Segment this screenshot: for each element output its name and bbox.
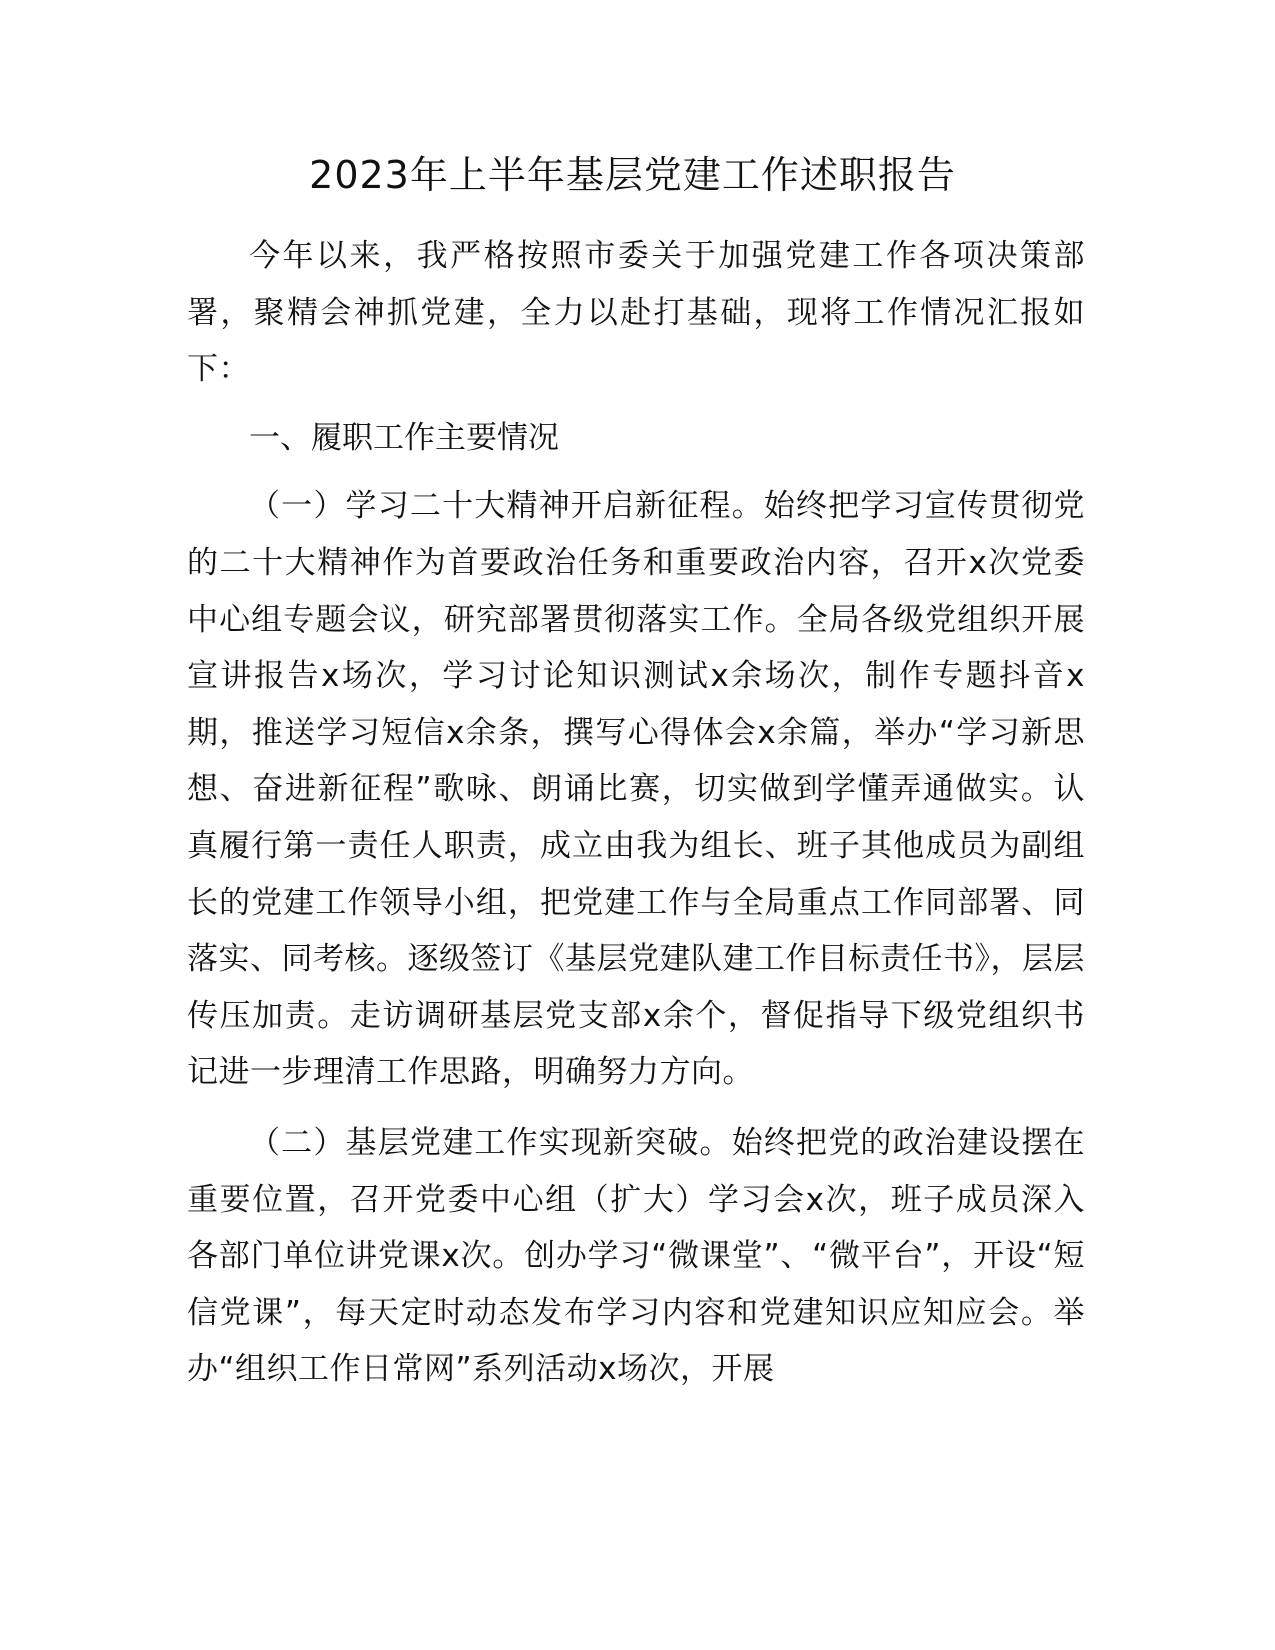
document-title: 2023年上半年基层党建工作述职报告: [309, 153, 956, 197]
paragraph-grassroots: （二）基层党建工作实现新突破。始终把党的政治建设摆在重要位置，召开党委中心组（扩大）学习会x次，班子成员深入各部门单位讲党课x次。创办学习“微课堂”、“微平台”，开设“短信党课”，每天定时动态发布学习内容和党建知识应知应会。举办“组织工作日常网”系列活动x场次，开展: [187, 1124, 1085, 1388]
section-heading: 一、履职工作主要情况: [249, 419, 559, 456]
intro-paragraph: 今年以来，我严格按照市委关于加强党建工作各项决策部署，聚精会神抓党建，全力以赴打基础，现将工作情况汇报如下：: [187, 238, 1085, 388]
document-body: [187, 228, 1085, 1398]
paragraph-study: （一）学习二十大精神开启新征程。始终把学习宣传贯彻党的二十大精神作为首要政治任务和重要政治内容，召开x次党委中心组专题会议，研究部署贯彻落实工作。全局各级党组织开展宣讲报告x场次，学习讨论知识测试x余场次，制作专题抖音x期，推送学习短信x余条，撰写心得体会x余篇，举办“学习新思想、奋进新征程”歌咏、朗诵比赛，切实做到学懂弄通做实。认真履行第一责任人职责，成立由我为组长、班子其他成员为副组长的党建工作领导小组，把党建工作与全局重点工作同部署、同落实、同考核。逐级签订《基层党建队建工作目标责任书》，层层传压加责。走访调研基层党支部x余个，督促指导下级党组织书记进一步理清工作思路，明确努力方向。: [187, 488, 1085, 1091]
